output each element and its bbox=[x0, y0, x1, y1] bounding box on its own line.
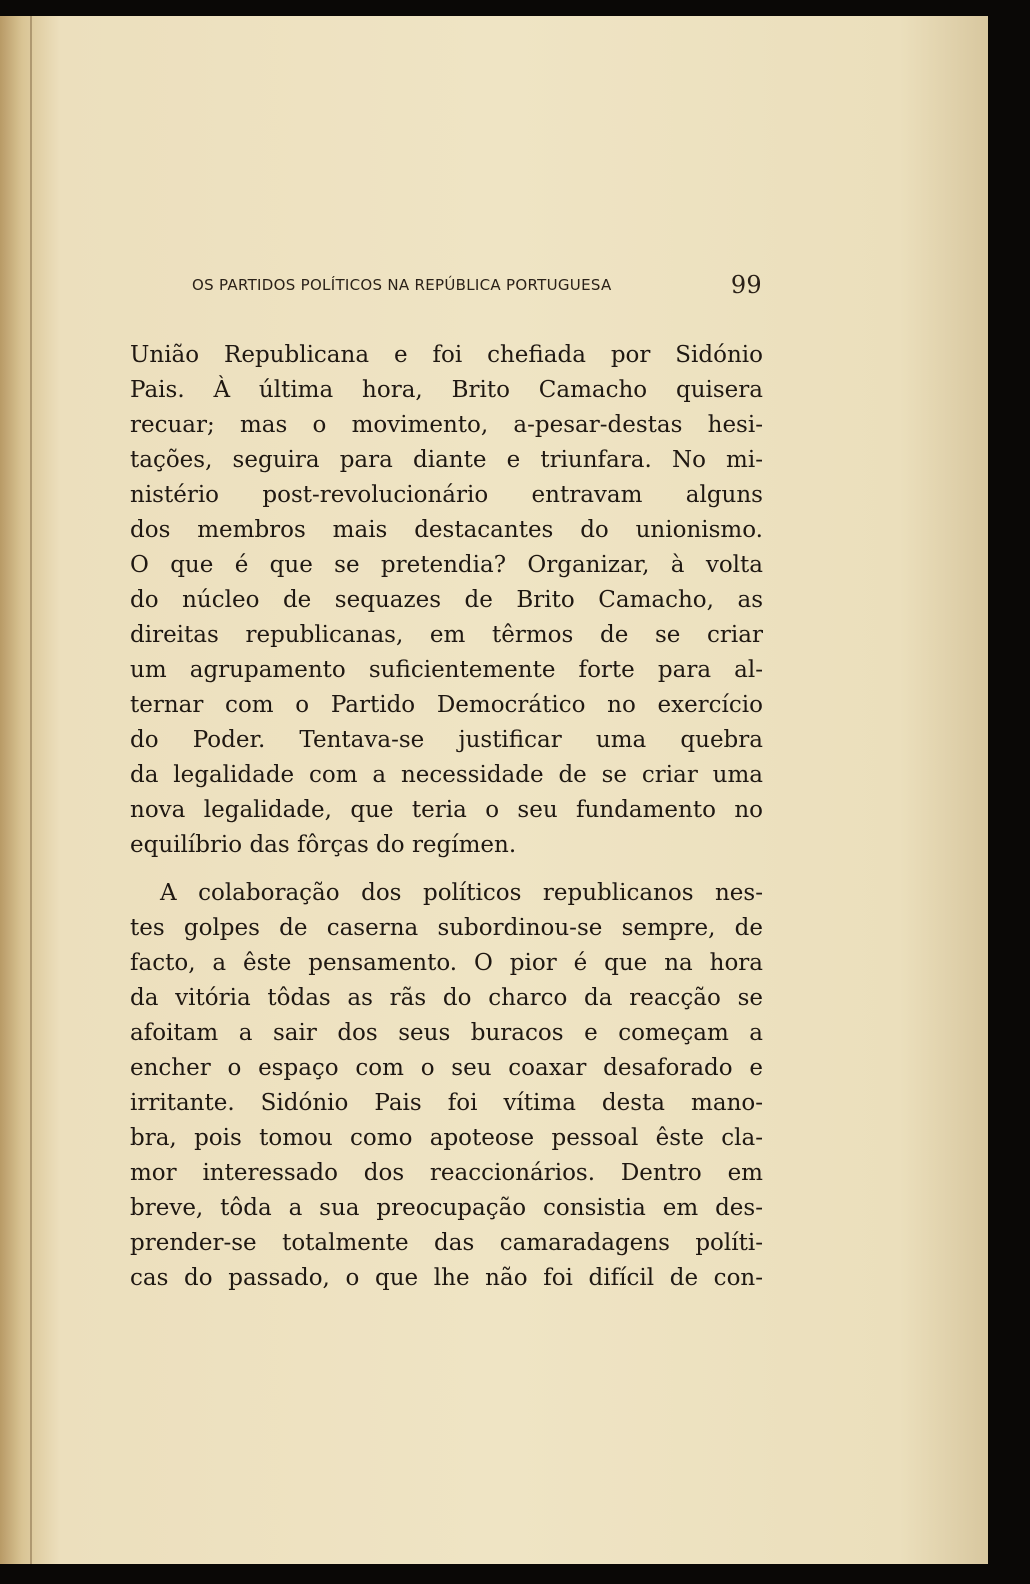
text-line: tações, seguira para diante e triunfara. No mi- bbox=[130, 447, 763, 473]
running-title: OS PARTIDOS POLÍTICOS NA REPÚBLICA PORTUGUESA bbox=[192, 276, 612, 294]
text-line: recuar; mas o movimento, a-pesar-destas hesi- bbox=[130, 412, 763, 438]
text-line: da vitória tôdas as rãs do charco da reacção se bbox=[130, 985, 763, 1011]
text-line: da legalidade com a necessidade de se criar uma bbox=[130, 762, 763, 788]
text-line: nova legalidade, que teria o seu fundamento no bbox=[130, 797, 763, 823]
text-line: tes golpes de caserna subordinou-se sempre, de bbox=[130, 915, 763, 941]
running-header bbox=[192, 272, 762, 302]
text-line: mor interessado dos reaccionários. Dentro em bbox=[130, 1160, 763, 1186]
text-line: ternar com o Partido Democrático no exercício bbox=[130, 692, 763, 718]
text-line: irritante. Sidónio Pais foi vítima desta mano- bbox=[130, 1090, 763, 1116]
text-line: Pais. À última hora, Brito Camacho quisera bbox=[130, 377, 763, 403]
paragraph-1 bbox=[130, 338, 763, 863]
text-line: A colaboração dos políticos republicanos nes- bbox=[160, 880, 763, 906]
text-line: O que é que se pretendia? Organizar, à volta bbox=[130, 552, 763, 578]
text-line: do núcleo de sequazes de Brito Camacho, as bbox=[130, 587, 763, 613]
text-line: do Poder. Tentava-se justificar uma quebra bbox=[130, 727, 763, 753]
text-line: dos membros mais destacantes do unionismo. bbox=[130, 517, 763, 543]
text-line: bra, pois tomou como apoteose pessoal êste cla- bbox=[130, 1125, 763, 1151]
body-text bbox=[130, 338, 763, 1296]
text-line: nistério post-revolucionário entravam alguns bbox=[130, 482, 763, 508]
text-line: direitas republicanas, em têrmos de se criar bbox=[130, 622, 763, 648]
text-line: breve, tôda a sua preocupação consistia em des- bbox=[130, 1195, 763, 1221]
text-line: União Republicana e foi chefiada por Sidónio bbox=[130, 342, 763, 368]
text-line: um agrupamento suficientemente forte para al- bbox=[130, 657, 763, 683]
text-line: afoitam a sair dos seus buracos e começam a bbox=[130, 1020, 763, 1046]
paragraph-2 bbox=[130, 876, 763, 1296]
text-line: cas do passado, o que lhe não foi difícil de con- bbox=[130, 1265, 763, 1291]
text-line: encher o espaço com o seu coaxar desaforado e bbox=[130, 1055, 763, 1081]
page-number: 99 bbox=[730, 271, 762, 299]
text-line: facto, a êste pensamento. O pior é que na hora bbox=[130, 950, 763, 976]
text-line: equilíbrio das fôrças do regímen. bbox=[130, 832, 517, 858]
text-line: prender-se totalmente das camaradagens políti- bbox=[130, 1230, 763, 1256]
